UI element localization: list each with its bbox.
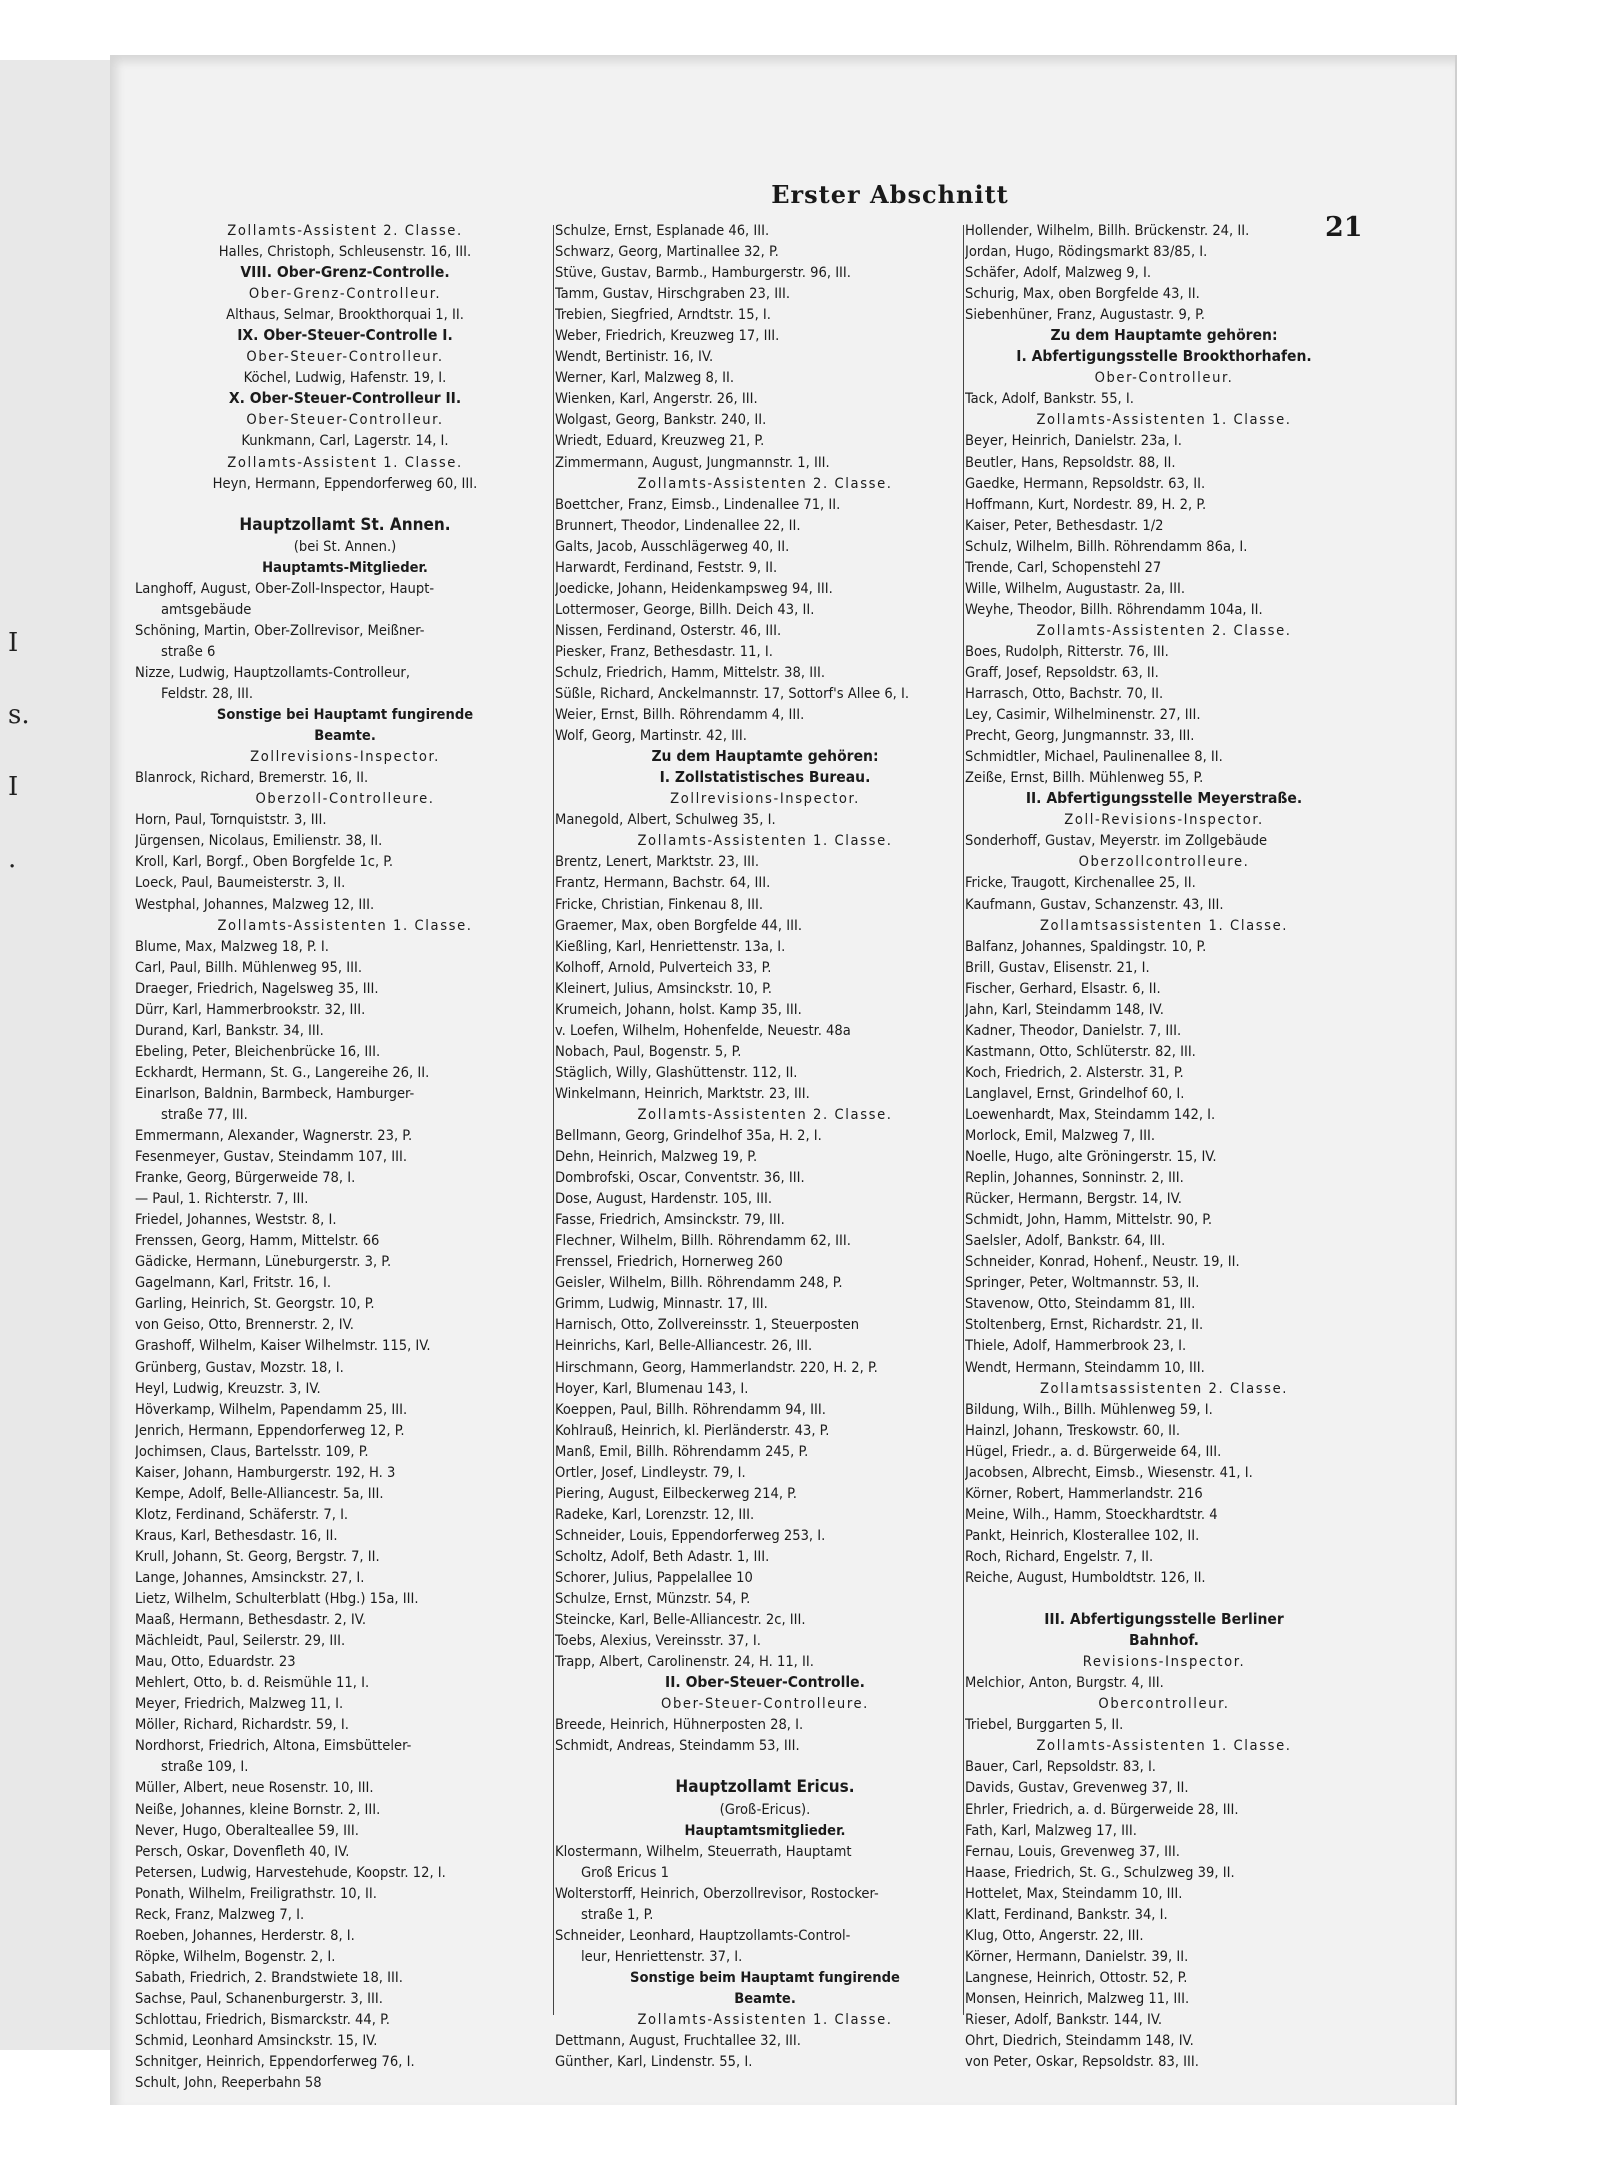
directory-entry: straße 109, I. (161, 1758, 249, 1776)
directory-entry: Manegold, Albert, Schulweg 35, I. (555, 811, 776, 829)
section-heading: Zollamts-Assistenten 1. Classe. (217, 916, 473, 934)
directory-entry: Kadner, Theodor, Danielstr. 7, III. (965, 1021, 1182, 1039)
section-heading: Hauptzollamt Ericus. (675, 1777, 855, 1798)
directory-entry (965, 1588, 1363, 1609)
section-heading: Ober-Controlleur. (1094, 369, 1234, 387)
directory-entry: Klotz, Ferdinand, Schäferstr. 7, I. (135, 1505, 349, 1523)
directory-entry: — Paul, 1. Richterstr. 7, III. (135, 1190, 309, 1208)
directory-entry: Mächleidt, Paul, Seilerstr. 29, III. (135, 1632, 346, 1650)
section-heading: Hauptamts-Mitglieder. (262, 558, 428, 576)
directory-entry: Kleinert, Julius, Amsinckstr. 10, P. (555, 979, 772, 997)
section-heading: Zu dem Hauptamte gehören: (1050, 326, 1278, 345)
page-title: Erster Abschnitt (771, 180, 1009, 209)
directory-entry: Maaß, Hermann, Bethesdastr. 2, IV. (135, 1611, 367, 1629)
section-heading: Zollamts-Assistent 2. Classe. (227, 222, 463, 239)
directory-entry: Trebien, Siegfried, Arndtstr. 15, I. (555, 306, 771, 324)
directory-entry: Schulze, Ernst, Münzstr. 54, P. (555, 1590, 751, 1608)
directory-entry: Hollender, Wilhelm, Billh. Brückenstr. 24, II. (965, 222, 1250, 239)
directory-entry: Möller, Richard, Richardstr. 59, I. (135, 1716, 349, 1734)
section-heading: Oberzollcontrolleure. (1078, 853, 1250, 871)
directory-entry: (bei St. Annen.) (293, 537, 397, 555)
directory-entry: Grimm, Ludwig, Minnastr. 17, III. (555, 1295, 768, 1313)
directory-entry: Westphal, Johannes, Malzweg 12, III. (135, 895, 375, 913)
directory-entry: Geisler, Wilhelm, Billh. Röhrendamm 248, P. (555, 1274, 843, 1292)
directory-entry: Fricke, Traugott, Kirchenallee 25, II. (965, 874, 1196, 892)
directory-entry: Krull, Johann, St. Georg, Bergstr. 7, II. (135, 1547, 380, 1565)
directory-entry: Schult, John, Reeperbahn 58 (135, 2074, 322, 2092)
directory-entry: Süßle, Richard, Anckelmannstr. 17, Sottorf's Allee 6, I. (555, 685, 910, 703)
directory-entry: Jacobsen, Albrecht, Eimsb., Wiesenstr. 41, I. (965, 1463, 1253, 1481)
directory-entry: Brill, Gustav, Elisenstr. 21, I. (965, 958, 1150, 976)
section-heading: Bahnhof. (1129, 1631, 1199, 1650)
directory-entry: Horn, Paul, Tornquiststr. 3, III. (135, 811, 327, 829)
directory-entry: Fernau, Louis, Grevenweg 37, III. (965, 1842, 1180, 1860)
directory-entry: Radeke, Karl, Lorenzstr. 12, III. (555, 1505, 755, 1523)
directory-entry: Schulz, Wilhelm, Billh. Röhrendamm 86a, I. (965, 537, 1248, 555)
directory-entry: Dehn, Heinrich, Malzweg 19, P. (555, 1148, 758, 1166)
directory-entry: Triebel, Burggarten 5, II. (965, 1716, 1124, 1734)
directory-entry: Wolterstorff, Heinrich, Oberzollrevisor, Rostocker- (555, 1884, 879, 1902)
directory-entry: Jürgensen, Nicolaus, Emilienstr. 38, II. (135, 832, 383, 850)
directory-entry: Röpke, Wilhelm, Bogenstr. 2, I. (135, 1947, 336, 1965)
directory-entry: Kastmann, Otto, Schlüterstr. 82, III. (965, 1042, 1196, 1060)
directory-entry: Schmidtler, Michael, Paulinenallee 8, II. (965, 748, 1223, 766)
directory-entry: Kunkmann, Carl, Lagerstr. 14, I. (241, 432, 449, 450)
directory-entry: Carl, Paul, Billh. Mühlenweg 95, III. (135, 958, 362, 976)
directory-entry: Davids, Gustav, Grevenweg 37, II. (965, 1779, 1189, 1797)
directory-entry: Schneider, Louis, Eppendorferweg 253, I. (555, 1526, 826, 1544)
section-heading: I. Zollstatistisches Bureau. (659, 768, 871, 787)
directory-entry: Sabath, Friedrich, 2. Brandstwiete 18, III. (135, 1968, 403, 1986)
section-heading: X. Ober-Steuer-Controlleur II. (228, 389, 462, 408)
directory-entry: Wille, Wilhelm, Augustastr. 2a, III. (965, 579, 1186, 597)
directory-entry: Grünberg, Gustav, Mozstr. 18, I. (135, 1358, 344, 1376)
directory-entry: Frenssen, Georg, Hamm, Mittelstr. 66 (135, 1232, 380, 1250)
directory-entry: Durand, Karl, Bankstr. 34, III. (135, 1021, 324, 1039)
previous-page-edge (0, 60, 113, 2050)
section-heading: Beamte. (734, 1989, 796, 2007)
directory-entry: Roeben, Johannes, Herderstr. 8, I. (135, 1926, 355, 1944)
directory-entry: Replin, Johannes, Sonninstr. 2, III. (965, 1169, 1184, 1187)
directory-entry: Schnitger, Heinrich, Eppendorferweg 76, I. (135, 2053, 415, 2071)
directory-entry: Hainzl, Johann, Treskowstr. 60, II. (965, 1421, 1181, 1439)
section-heading: I. Abfertigungsstelle Brookthorhafen. (1016, 347, 1312, 366)
section-heading: Ober-Grenz-Controlleur. (248, 285, 442, 303)
directory-entry: Harwardt, Ferdinand, Feststr. 9, II. (555, 558, 778, 576)
directory-entry: Never, Hugo, Oberalteallee 59, III. (135, 1821, 359, 1839)
directory-entry: Schwarz, Georg, Martinallee 32, P. (555, 243, 779, 261)
directory-entry: Schlottau, Friedrich, Bismarckstr. 44, P. (135, 2010, 390, 2028)
directory-entry: Dombrofski, Oscar, Conventstr. 36, III. (555, 1169, 805, 1187)
directory-entry: Schäfer, Adolf, Malzweg 9, I. (965, 264, 1152, 282)
directory-entry: Krumeich, Johann, holst. Kamp 35, III. (555, 1000, 802, 1018)
directory-entry: Garling, Heinrich, St. Georgstr. 10, P. (135, 1295, 375, 1313)
directory-entry: Fasse, Friedrich, Amsinckstr. 79, III. (555, 1211, 785, 1229)
directory-entry: Kohlrauß, Heinrich, kl. Pierländerstr. 43, P. (555, 1421, 830, 1439)
section-heading: Obercontrolleur. (1098, 1695, 1230, 1713)
directory-entry: Springer, Peter, Woltmannstr. 53, II. (965, 1274, 1200, 1292)
directory-entry: Winkelmann, Heinrich, Marktstr. 23, III. (555, 1084, 810, 1102)
section-heading: Zollamts-Assistenten 1. Classe. (1036, 1737, 1292, 1755)
directory-entry: Rieser, Adolf, Bankstr. 144, IV. (965, 2010, 1163, 2028)
section-heading: Zollamts-Assistenten 1. Classe. (1036, 411, 1292, 429)
directory-entry: Hirschmann, Georg, Hammerlandstr. 220, H. 2, P. (555, 1358, 878, 1376)
directory-entry: Höverkamp, Wilhelm, Papendamm 25, III. (135, 1400, 408, 1418)
section-heading: Beamte. (314, 727, 376, 745)
section-heading: II. Abfertigungsstelle Meyerstraße. (1025, 789, 1303, 808)
directory-entry: Ley, Casimir, Wilhelminenstr. 27, III. (965, 706, 1201, 724)
directory-entry: Koch, Friedrich, 2. Alsterstr. 31, P. (965, 1063, 1184, 1081)
directory-entry: Reiche, August, Humboldtstr. 126, II. (965, 1569, 1206, 1586)
directory-entry: Fischer, Gerhard, Elsastr. 6, II. (965, 979, 1161, 997)
directory-entry: Fesenmeyer, Gustav, Steindamm 107, III. (135, 1148, 408, 1166)
directory-entry: Schulze, Ernst, Esplanade 46, III. (555, 222, 770, 239)
directory-entry: Haase, Friedrich, St. G., Schulzweg 39, II. (965, 1863, 1235, 1881)
directory-entry: Mehlert, Otto, b. d. Reismühle 11, I. (135, 1674, 370, 1692)
directory-entry: Hügel, Friedr., a. d. Bürgerweide 64, III. (965, 1442, 1222, 1460)
directory-entry: Günther, Karl, Lindenstr. 55, I. (555, 2053, 753, 2071)
directory-entry: Kaufmann, Gustav, Schanzenstr. 43, III. (965, 895, 1224, 913)
margin-glyph: . (8, 844, 17, 874)
margin-glyph: I (8, 772, 19, 802)
column-left (135, 220, 555, 2093)
directory-entry: Müller, Albert, neue Rosenstr. 10, III. (135, 1779, 374, 1797)
directory-entry: Reck, Franz, Malzweg 7, I. (135, 1905, 305, 1923)
directory-entry: Loeck, Paul, Baumeisterstr. 3, II. (135, 874, 346, 892)
directory-entry: Nobach, Paul, Bogenstr. 5, P. (555, 1042, 742, 1060)
directory-entry: Manß, Emil, Billh. Röhrendamm 245, P. (555, 1442, 809, 1460)
directory-entry: Feldstr. 28, III. (161, 685, 254, 703)
directory-entry: Körner, Robert, Hammerlandstr. 216 (965, 1484, 1203, 1502)
directory-entry: Wolgast, Georg, Bankstr. 240, II. (555, 411, 767, 429)
directory-entry: Franke, Georg, Bürgerweide 78, I. (135, 1169, 356, 1187)
directory-entry (555, 1756, 975, 1777)
directory-entry: Hoyer, Karl, Blumenau 143, I. (555, 1379, 749, 1397)
directory-entry (135, 494, 555, 515)
section-heading: Zollamts-Assistenten 2. Classe. (637, 474, 893, 492)
directory-entry: Precht, Georg, Jungmannstr. 33, III. (965, 727, 1195, 745)
directory-entry: Beyer, Heinrich, Danielstr. 23a, I. (965, 432, 1182, 450)
directory-entry: Wendt, Bertinistr. 16, IV. (555, 348, 714, 366)
directory-entry: Bildung, Wilh., Billh. Mühlenweg 59, I. (965, 1400, 1213, 1418)
directory-entry: Scholtz, Adolf, Beth Adastr. 1, III. (555, 1547, 770, 1565)
directory-entry: straße 6 (161, 642, 216, 660)
directory-entry: Koeppen, Paul, Billh. Röhrendamm 94, III. (555, 1400, 826, 1418)
directory-entry: Roch, Richard, Engelstr. 7, II. (965, 1547, 1154, 1565)
directory-entry: Schmidt, John, Hamm, Mittelstr. 90, P. (965, 1211, 1213, 1229)
directory-entry: Ehrler, Friedrich, a. d. Bürgerweide 28, III. (965, 1800, 1239, 1818)
section-heading: Zollamts-Assistenten 1. Classe. (637, 832, 893, 850)
directory-entry: Zimmermann, August, Jungmannstr. 1, III. (555, 453, 830, 471)
directory-entry: Werner, Karl, Malzweg 8, II. (555, 369, 735, 387)
directory-entry: Schorer, Julius, Pappelallee 10 (555, 1569, 753, 1586)
directory-entry: Graff, Josef, Repsoldstr. 63, II. (965, 663, 1159, 681)
directory-entry: Eckhardt, Hermann, St. G., Langereihe 26, II. (135, 1063, 430, 1081)
page-number: 21 (1325, 212, 1363, 243)
column-right (965, 220, 1363, 2072)
section-heading: Ober-Steuer-Controlleure. (661, 1695, 869, 1713)
directory-entry: Nordhorst, Friedrich, Altona, Eimsbütteler- (135, 1737, 412, 1755)
directory-entry: Kolhoff, Arnold, Pulverteich 33, P. (555, 958, 772, 976)
section-heading: Zoll-Revisions-Inspector. (1064, 811, 1264, 829)
directory-entry: Ortler, Josef, Lindleystr. 79, I. (555, 1463, 746, 1481)
directory-entry: Loewenhardt, Max, Steindamm 142, I. (965, 1105, 1216, 1123)
margin-glyph: s. (8, 700, 30, 730)
left-margin-glyphs (8, 630, 48, 918)
directory-entry: Friedel, Johannes, Weststr. 8, I. (135, 1211, 337, 1229)
section-heading: II. Ober-Steuer-Controlle. (665, 1673, 865, 1692)
directory-entry: Langlavel, Ernst, Grindelhof 60, I. (965, 1084, 1185, 1102)
section-heading: VIII. Ober-Grenz-Controlle. (240, 263, 450, 282)
directory-entry: Klostermann, Wilhelm, Steuerrath, Hauptamt (555, 1842, 852, 1860)
directory-entry: Pankt, Heinrich, Klosterallee 102, II. (965, 1526, 1200, 1544)
directory-entry: Flechner, Wilhelm, Billh. Röhrendamm 62, III. (555, 1232, 851, 1250)
directory-entry: Bauer, Carl, Repsoldstr. 83, I. (965, 1758, 1156, 1776)
directory-entry: Beutler, Hans, Repsoldstr. 88, II. (965, 453, 1176, 471)
directory-entry: Breede, Heinrich, Hühnerposten 28, I. (555, 1716, 804, 1734)
directory-entry: Nissen, Ferdinand, Osterstr. 46, III. (555, 621, 782, 639)
section-heading: Hauptamtsmitglieder. (684, 1821, 846, 1839)
directory-entry: Steincke, Karl, Belle-Alliancestr. 2c, III. (555, 1611, 806, 1629)
directory-entry: Lietz, Wilhelm, Schulterblatt (Hbg.) 15a, III. (135, 1590, 419, 1608)
directory-entry: Balfanz, Johannes, Spaldingstr. 10, P. (965, 937, 1207, 955)
directory-entry: Schmidt, Andreas, Steindamm 53, III. (555, 1737, 800, 1755)
section-heading: Zu dem Hauptamte gehören: (651, 747, 879, 766)
directory-entry: Köchel, Ludwig, Hafenstr. 19, I. (243, 369, 447, 387)
directory-entry: Lange, Johannes, Amsinckstr. 27, I. (135, 1569, 365, 1586)
directory-entry: Ebeling, Peter, Bleichenbrücke 16, III. (135, 1042, 381, 1060)
directory-entry: Meine, Wilh., Hamm, Stoeckhardtstr. 4 (965, 1505, 1218, 1523)
directory-entry: Meyer, Friedrich, Malzweg 11, I. (135, 1695, 344, 1713)
section-heading: Sonstige beim Hauptamt fungirende (630, 1968, 900, 1986)
directory-entry: Trende, Carl, Schopenstehl 27 (965, 558, 1162, 576)
directory-entry: Joedicke, Johann, Heidenkampsweg 94, III. (555, 579, 833, 597)
directory-entry: Piering, August, Eilbeckerweg 214, P. (555, 1484, 797, 1502)
directory-entry: Sonderhoff, Gustav, Meyerstr. im Zollgebäude (965, 832, 1268, 850)
directory-entry: Groß Ericus 1 (581, 1863, 669, 1881)
directory-entry: Kaiser, Peter, Bethesdastr. 1/2 (965, 516, 1164, 534)
directory-entry: Harrasch, Otto, Bachstr. 70, II. (965, 685, 1164, 703)
directory-entry: Wriedt, Eduard, Kreuzweg 21, P. (555, 432, 765, 450)
directory-entry: Kießling, Karl, Henriettenstr. 13a, I. (555, 937, 786, 955)
directory-entry: Tamm, Gustav, Hirschgraben 23, III. (555, 285, 791, 303)
directory-entry: Stäglich, Willy, Glashüttenstr. 112, II. (555, 1063, 798, 1081)
directory-entry: Wienken, Karl, Angerstr. 26, III. (555, 390, 758, 408)
section-heading: Sonstige bei Hauptamt fungirende (216, 706, 474, 724)
directory-entry: Zeiße, Ernst, Billh. Mühlenweg 55, P. (965, 769, 1204, 787)
section-heading: Zollamtsassistenten 1. Classe. (1039, 916, 1289, 934)
directory-entry: Trapp, Albert, Carolinenstr. 24, H. 11, II. (555, 1653, 814, 1671)
directory-entry: Schmid, Leonhard Amsinckstr. 15, IV. (135, 2032, 378, 2050)
directory-entry: Frantz, Hermann, Bachstr. 64, III. (555, 874, 771, 892)
directory-entry: Harnisch, Otto, Zollvereinsstr. 1, Steuerposten (555, 1316, 860, 1334)
directory-entry: Hottelet, Max, Steindamm 10, III. (965, 1884, 1183, 1902)
directory-entry: Lottermoser, George, Billh. Deich 43, II. (555, 600, 815, 618)
directory-entry: Morlock, Emil, Malzweg 7, III. (965, 1127, 1156, 1145)
section-heading: III. Abfertigungsstelle Berliner (1044, 1610, 1284, 1629)
directory-entry: Sachse, Paul, Schanenburgerstr. 3, III. (135, 1989, 383, 2007)
directory-entry: Schneider, Konrad, Hohenf., Neustr. 19, II. (965, 1253, 1240, 1271)
directory-entry: Dürr, Karl, Hammerbrookstr. 32, III. (135, 1000, 366, 1018)
directory-entry: Hoffmann, Kurt, Nordestr. 89, H. 2, P. (965, 495, 1207, 513)
directory-entry: Neiße, Johannes, kleine Bornstr. 2, III. (135, 1800, 381, 1818)
section-heading: Zollamts-Assistenten 2. Classe. (1036, 621, 1292, 639)
directory-entry: Einarlson, Baldnin, Barmbeck, Hamburger- (135, 1084, 415, 1102)
directory-entry: von Geiso, Otto, Brennerstr. 2, IV. (135, 1316, 354, 1334)
column-middle (555, 220, 975, 2072)
directory-entry: Kraus, Karl, Bethesdastr. 16, II. (135, 1526, 338, 1544)
directory-entry: Toebs, Alexius, Vereinsstr. 37, I. (555, 1632, 761, 1650)
directory-entry: Klug, Otto, Angerstr. 22, III. (965, 1926, 1144, 1944)
directory-entry: Persch, Oskar, Dovenfleth 40, IV. (135, 1842, 350, 1860)
directory-entry: Althaus, Selmar, Brookthorquai 1, II. (226, 306, 464, 324)
section-heading: Zollamtsassistenten 2. Classe. (1039, 1379, 1289, 1397)
directory-entry: Heyl, Ludwig, Kreuzstr. 3, IV. (135, 1379, 321, 1397)
directory-entry: Brunnert, Theodor, Lindenallee 22, II. (555, 516, 801, 534)
directory-entry: Mau, Otto, Eduardstr. 23 (135, 1653, 296, 1671)
directory-entry: Nizze, Ludwig, Hauptzollamts-Controlleur, (135, 663, 410, 681)
directory-entry: Draeger, Friedrich, Nagelsweg 35, III. (135, 979, 379, 997)
directory-entry: straße 77, III. (161, 1105, 248, 1123)
section-heading: Zollamts-Assistenten 1. Classe. (637, 2010, 893, 2028)
section-heading: Zollamts-Assistent 1. Classe. (227, 453, 463, 471)
directory-entry: Fath, Karl, Malzweg 17, III. (965, 1821, 1137, 1839)
directory-entry: Körner, Hermann, Danielstr. 39, II. (965, 1947, 1189, 1965)
margin-glyph: I (8, 628, 19, 658)
directory-entry: Melchior, Anton, Burgstr. 4, III. (965, 1674, 1164, 1692)
directory-entry: Blume, Max, Malzweg 18, P. I. (135, 937, 329, 955)
directory-entry: Langnese, Heinrich, Ottostr. 52, P. (965, 1968, 1188, 1986)
directory-entry: Boes, Rudolph, Ritterstr. 76, III. (965, 642, 1169, 660)
directory-entry: Grashoff, Wilhelm, Kaiser Wilhelmstr. 115, IV. (135, 1337, 431, 1355)
directory-entry: Schulz, Friedrich, Hamm, Mittelstr. 38, III. (555, 663, 825, 681)
directory-entry: amtsgebäude (161, 600, 252, 618)
section-heading: Revisions-Inspector. (1082, 1653, 1246, 1671)
directory-entry: Ohrt, Diedrich, Steindamm 148, IV. (965, 2032, 1194, 2050)
directory-entry: Piesker, Franz, Bethesdastr. 11, I. (555, 642, 773, 660)
directory-entry: Rücker, Hermann, Bergstr. 14, IV. (965, 1190, 1182, 1208)
directory-entry: Monsen, Heinrich, Malzweg 11, III. (965, 1989, 1190, 2007)
directory-entry: v. Loefen, Wilhelm, Hohenfelde, Neuestr. 48a (555, 1021, 851, 1039)
directory-entry: Kaiser, Johann, Hamburgerstr. 192, H. 3 (135, 1463, 396, 1481)
directory-entry: Heinrichs, Karl, Belle-Alliancestr. 26, III. (555, 1337, 813, 1355)
section-heading: Zollrevisions-Inspector. (250, 748, 440, 766)
directory-entry: Thiele, Adolf, Hammerbrook 23, I. (965, 1337, 1187, 1355)
directory-entry: Noelle, Hugo, alte Gröningerstr. 15, IV. (965, 1148, 1217, 1166)
directory-entry: Weier, Ernst, Billh. Röhrendamm 4, III. (555, 706, 805, 724)
directory-entry: Tack, Adolf, Bankstr. 55, I. (965, 390, 1134, 408)
directory-entry: Wolf, Georg, Martinstr. 42, III. (555, 727, 747, 745)
section-heading: Hauptzollamt St. Annen. (239, 514, 451, 535)
directory-entry: Heyn, Hermann, Eppendorferweg 60, III. (212, 474, 478, 492)
directory-entry: Weyhe, Theodor, Billh. Röhrendamm 104a, II. (965, 600, 1263, 618)
directory-entry: Jenrich, Hermann, Eppendorferweg 12, P. (135, 1421, 405, 1439)
directory-entry: Gagelmann, Karl, Fritstr. 16, I. (135, 1274, 332, 1292)
directory-entry: Halles, Christoph, Schleusenstr. 16, III. (218, 243, 472, 261)
directory-entry: Bellmann, Georg, Grindelhof 35a, H. 2, I. (555, 1127, 822, 1145)
directory-entry: Fricke, Christian, Finkenau 8, III. (555, 895, 764, 913)
directory-entry: Stavenow, Otto, Steindamm 81, III. (965, 1295, 1196, 1313)
section-heading: Ober-Steuer-Controlleur. (246, 411, 444, 429)
directory-entry: Schöning, Martin, Ober-Zollrevisor, Meißner- (135, 621, 425, 639)
directory-entry: Langhoff, August, Ober-Zoll-Inspector, Haupt- (135, 579, 435, 597)
directory-entry: Stüve, Gustav, Barmb., Hamburgerstr. 96, III. (555, 264, 851, 282)
directory-entry: Blanrock, Richard, Bremerstr. 16, II. (135, 769, 369, 787)
directory-entry: straße 1, P. (581, 1905, 654, 1923)
directory-entry: Brentz, Lenert, Marktstr. 23, III. (555, 853, 759, 871)
directory-entry: Gädicke, Hermann, Lüneburgerstr. 3, P. (135, 1253, 392, 1271)
directory-entry: (Groß-Ericus). (719, 1800, 811, 1818)
directory-entry: Schurig, Max, oben Borgfelde 43, II. (965, 285, 1200, 303)
directory-entry: Jochimsen, Claus, Bartelsstr. 109, P. (135, 1442, 369, 1460)
section-heading: Oberzoll-Controlleure. (255, 790, 435, 808)
directory-entry: Kroll, Karl, Borgf., Oben Borgfelde 1c, P. (135, 853, 394, 871)
directory-entry: Emmermann, Alexander, Wagnerstr. 23, P. (135, 1127, 413, 1145)
directory-entry: Stoltenberg, Ernst, Richardstr. 21, II. (965, 1316, 1204, 1334)
directory-entry: Dose, August, Hardenstr. 105, III. (555, 1190, 773, 1208)
directory-entry: Jahn, Karl, Steindamm 148, IV. (965, 1000, 1164, 1018)
directory-entry: Boettcher, Franz, Eimsb., Lindenallee 71, II. (555, 495, 841, 513)
directory-entry: Petersen, Ludwig, Harvestehude, Koopstr. 12, I. (135, 1863, 446, 1881)
directory-entry: von Peter, Oskar, Repsoldstr. 83, III. (965, 2053, 1199, 2071)
section-heading: IX. Ober-Steuer-Controlle I. (237, 326, 453, 345)
directory-entry: Gaedke, Hermann, Repsoldstr. 63, II. (965, 474, 1206, 492)
directory-entry: Jordan, Hugo, Rödingsmarkt 83/85, I. (965, 243, 1208, 261)
directory-entry: Kempe, Adolf, Belle-Alliancestr. 5a, III. (135, 1484, 384, 1502)
section-heading: Zollamts-Assistenten 2. Classe. (637, 1105, 893, 1123)
section-heading: Zollrevisions-Inspector. (670, 790, 860, 808)
directory-entry: Klatt, Ferdinand, Bankstr. 34, I. (965, 1905, 1168, 1923)
directory-entry: Graemer, Max, oben Borgfelde 44, III. (555, 916, 802, 934)
directory-entry: Dettmann, August, Fruchtallee 32, III. (555, 2032, 801, 2050)
directory-entry: leur, Henriettenstr. 37, I. (581, 1947, 743, 1965)
directory-entry: Galts, Jacob, Ausschlägerweg 40, II. (555, 537, 790, 555)
directory-entry: Schneider, Leonhard, Hauptzollamts-Control- (555, 1926, 851, 1944)
directory-entry: Siebenhüner, Franz, Augustastr. 9, P. (965, 306, 1205, 324)
directory-entry: Frenssel, Friedrich, Hornerweg 260 (555, 1253, 783, 1271)
directory-entry: Weber, Friedrich, Kreuzweg 17, III. (555, 327, 780, 345)
section-heading: Ober-Steuer-Controlleur. (246, 348, 444, 366)
directory-entry: Wendt, Hermann, Steindamm 10, III. (965, 1358, 1205, 1376)
directory-entry: Saelsler, Adolf, Bankstr. 64, III. (965, 1232, 1166, 1250)
directory-entry: Ponath, Wilhelm, Freiligrathstr. 10, II. (135, 1884, 377, 1902)
